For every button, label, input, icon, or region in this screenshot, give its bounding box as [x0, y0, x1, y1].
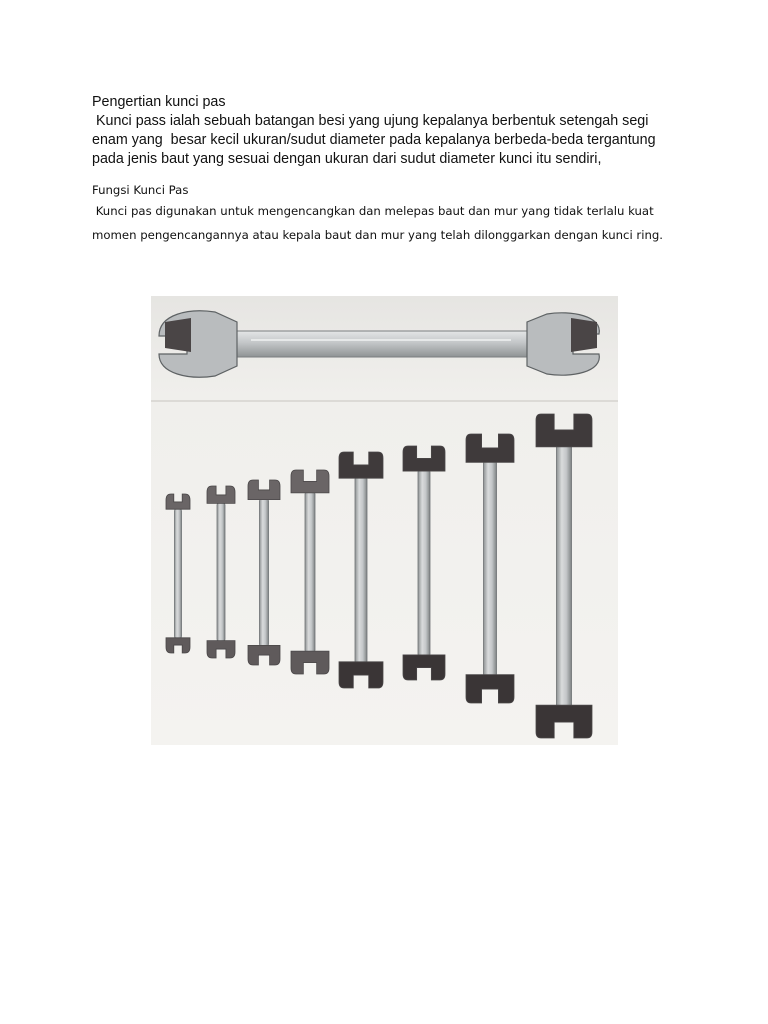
- definition-line-2: enam yang besar kecil ukuran/sudut diameter pada kepalanya berbeda-beda tergantung: [92, 132, 656, 148]
- function-heading: Fungsi Kunci Pas: [92, 183, 189, 197]
- definition-line-1: Kunci pass ialah sebuah batangan besi yang ujung kepalanya berbentuk setengah segi: [92, 113, 649, 129]
- wrench-illustration: [151, 296, 618, 745]
- function-section: [92, 181, 712, 245]
- function-line-2: momen pengencangannya atau kepala baut dan mur yang telah dilonggarkan dengan kunci ring.: [92, 228, 664, 242]
- function-line-1: Kunci pas digunakan untuk mengencangkan dan melepas baut dan mur yang tidak terlalu kuat: [92, 204, 654, 218]
- photo-divider: [151, 400, 618, 402]
- wrench-set-photo: [151, 296, 618, 745]
- definition-line-3: pada jenis baut yang sesuai dengan ukuran dari sudut diameter kunci itu sendiri,: [92, 151, 602, 167]
- definition-heading: Pengertian kunci pas: [92, 94, 226, 110]
- definition-section: [92, 93, 692, 169]
